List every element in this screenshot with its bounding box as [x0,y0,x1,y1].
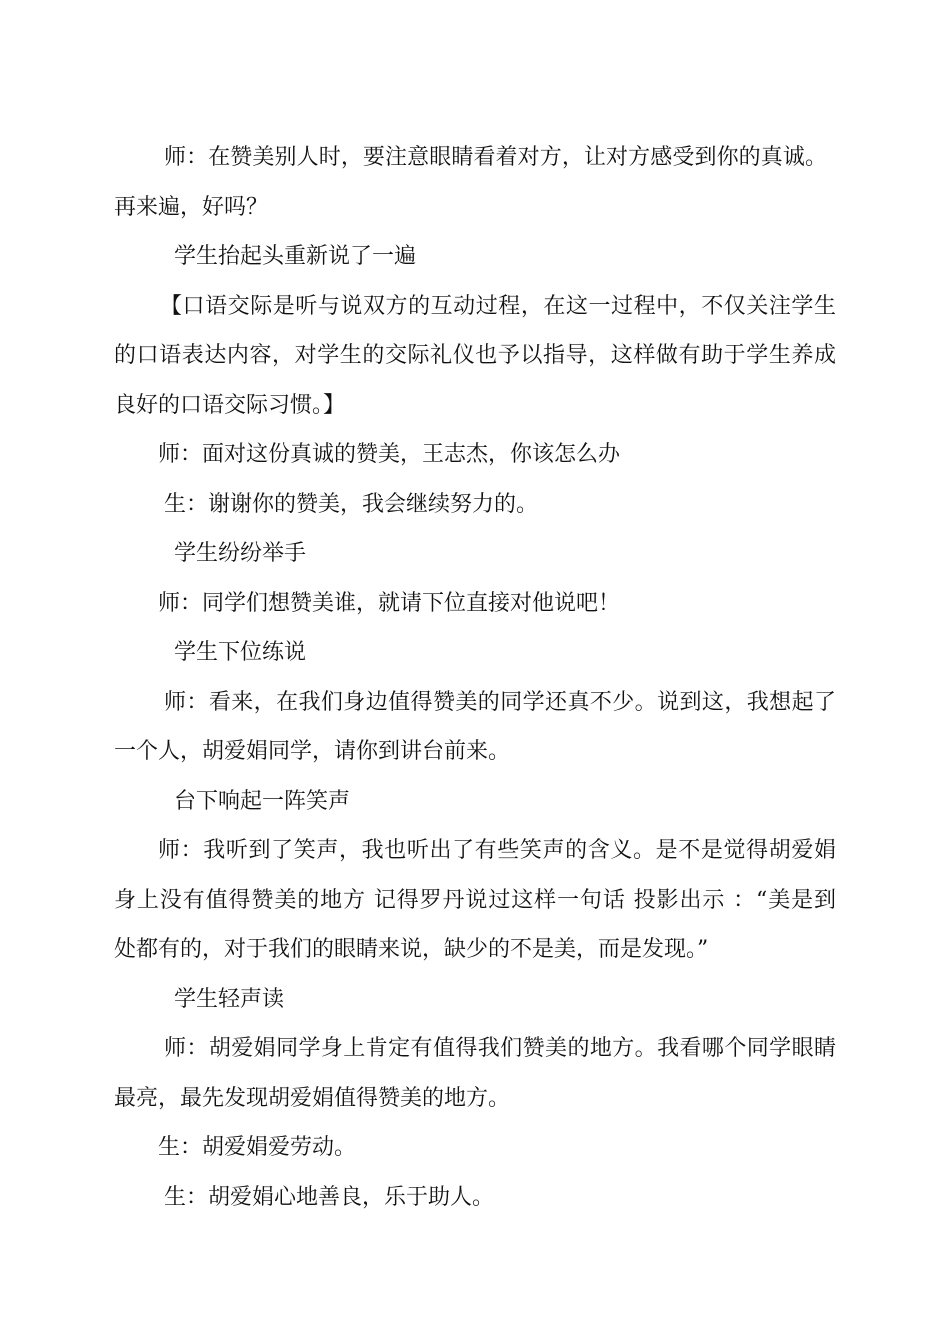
text-line-12: 师：看来，在我们身边值得赞美的同学还真不少。说到这，我想起了 [164,690,836,715]
text-line-2: 再来遍，好吗？ [114,195,269,220]
text-line-13: 一个人，胡爱娟同学，请你到讲台前来。 [114,739,511,764]
text-line-21: 生：胡爱娟爱劳动。 [158,1135,357,1160]
text-line-17: 处都有的，对于我们的眼睛来说，缺少的不是美，而是发现。” [114,937,709,962]
text-line-9: 学生纷纷举手 [174,541,307,566]
text-line-19: 师：胡爱娟同学身上肯定有值得我们赞美的地方。我看哪个同学眼睛 [164,1036,836,1061]
text-line-10: 师：同学们想赞美谁，就请下位直接对他说吧！ [158,591,621,616]
text-line-5: 的口语表达内容，对学生的交际礼仪也予以指导，这样做有助于学生养成 [114,343,836,368]
text-line-1: 师：在赞美别人时，要注意眼睛看着对方，让对方感受到你的真诚。 [164,145,827,170]
text-line-8: 生：谢谢你的赞美，我会继续努力的。 [164,492,539,517]
text-line-22: 生：胡爱娟心地善良，乐于助人。 [164,1185,495,1210]
text-line-6: 良好的口语交际习惯。】 [114,393,346,418]
text-line-3: 学生抬起头重新说了一遍 [174,244,417,269]
text-line-20: 最亮，最先发现胡爱娟值得赞美的地方。 [114,1086,511,1111]
text-line-14: 台下响起一阵笑声 [174,789,351,814]
text-line-7: 师：面对这份真诚的赞美，王志杰，你该怎么办 [158,442,621,467]
text-line-18: 学生轻声读 [174,987,285,1012]
text-line-16: 身上没有值得赞美的地方 记得罗丹说过这样一句话 投影出示 ：“美是到 [114,888,836,913]
text-line-11: 学生下位练说 [174,640,307,665]
text-line-4: 【口语交际是听与说双方的互动过程，在这一过程中，不仅关注学生 [160,294,836,319]
text-line-15: 师：我听到了笑声，我也听出了有些笑声的含义。是不是觉得胡爱娟 [158,838,836,863]
